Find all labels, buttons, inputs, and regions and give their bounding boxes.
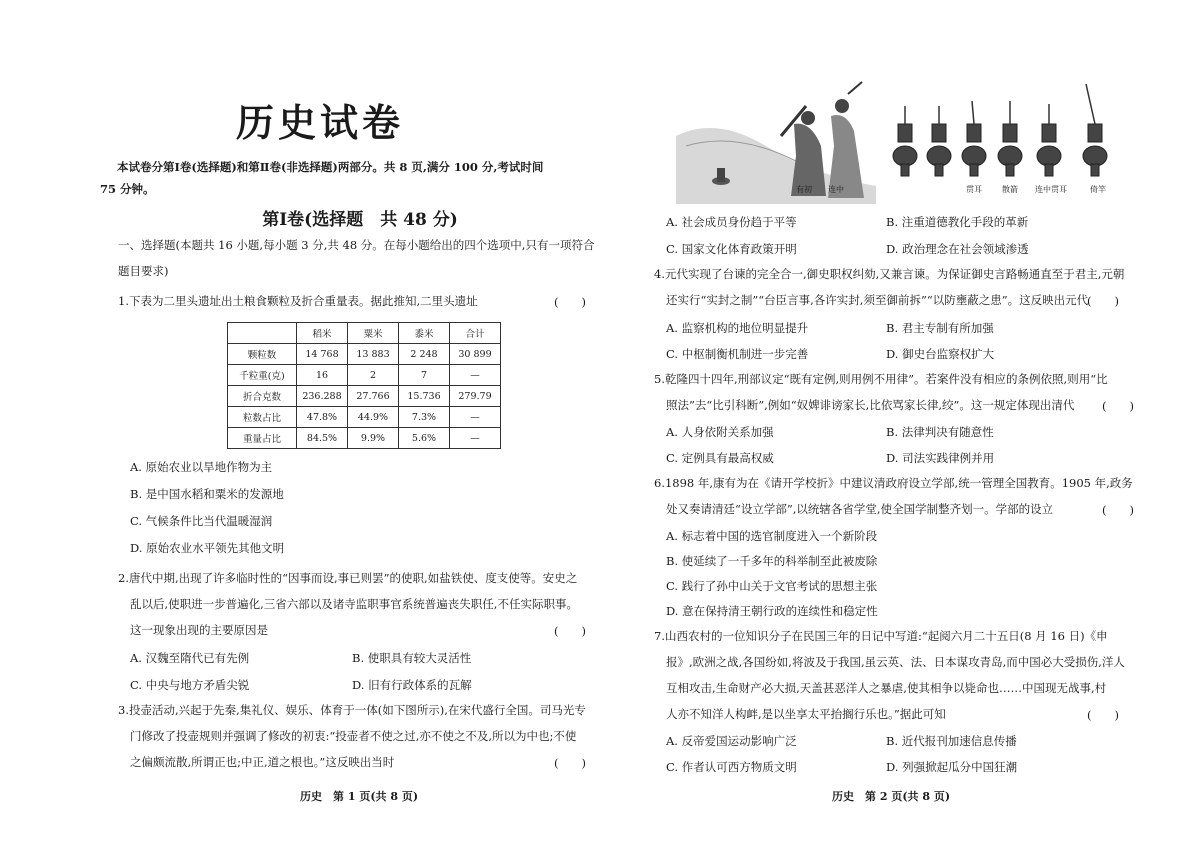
q4-option-d[interactable]: D. 御史台监察权扩大 [886, 347, 995, 361]
q5-option-b[interactable]: B. 法律判决有随意性 [886, 425, 994, 439]
table-row [228, 344, 501, 365]
q6-option-d[interactable]: D. 意在保持清王朝行政的连续性和稳定性 [666, 604, 878, 618]
q5-option-c[interactable]: C. 定例具有最高权威 [666, 451, 774, 465]
table-cell: 7.3% [399, 407, 450, 428]
q2-stem: 2.唐代中期,出现了许多临时性的“因事而设,事已则罢”的使职,如盐铁使、度支使等。安史之 [118, 571, 578, 585]
q5-option-a[interactable]: A. 人身依附关系加强 [666, 425, 774, 439]
table-header [228, 323, 297, 344]
part-instruction: 一、选择题(本题共 16 小题,每小题 3 分,共 48 分。在每小题给出的四个选项中,只有一项符合 [118, 238, 595, 252]
q6-option-c[interactable]: C. 践行了孙中山关于文官考试的思想主张 [666, 579, 878, 593]
page-footer: 历史 第 1 页(共 8 页) [300, 790, 419, 803]
q4-stem: 4.元代实现了台谏的完全合一,御史职权纠劾,又兼言谏。为保证御史言路畅通直至于君主,元朝 [654, 267, 1125, 281]
table-header: 黍米 [399, 323, 450, 344]
table-cell: — [450, 428, 501, 449]
table-row [228, 407, 501, 428]
answer-paren: ( ) [1102, 399, 1134, 413]
answer-paren: ( ) [1102, 503, 1134, 517]
table-cell: 5.6% [399, 428, 450, 449]
q2-option-d[interactable]: D. 旧有行政体系的瓦解 [352, 678, 472, 692]
q6-option-a[interactable]: A. 标志着中国的选官制度进入一个新阶段 [666, 529, 878, 543]
q7-stem: 7.山西农村的一位知识分子在民国三年的日记中写道:“起阅六月二十五日(8 月 16 日)《申 [654, 629, 1108, 643]
pic-label: 连中贯耳 [1035, 185, 1067, 194]
table-cell: 279.79 [450, 386, 501, 407]
q2-option-c[interactable]: C. 中央与地方矛盾尖锐 [130, 678, 250, 692]
q3-stem: 3.投壶活动,兴起于先秦,集礼仪、娱乐、体育于一体(如下图所示),在宋代盛行全国。司马光专 [118, 703, 586, 717]
page-footer: 历史 第 2 页(共 8 页) [832, 790, 951, 803]
intro-line: 75 分钟。 [100, 182, 155, 196]
table-cell: 27.766 [348, 386, 399, 407]
table-cell: 重量占比 [228, 428, 297, 449]
part-instruction: 题目要求) [118, 264, 169, 278]
page-2 [600, 0, 1200, 849]
pic-label: 散箭 [1002, 185, 1018, 194]
answer-paren: ( ) [1087, 708, 1119, 722]
q3-option-b[interactable]: B. 注重道德教化手段的革新 [886, 215, 1029, 229]
q4-option-a[interactable]: A. 监察机构的地位明显提升 [666, 321, 809, 335]
section-title: 第Ⅰ卷(选择题 共 48 分) [262, 210, 458, 230]
q2-option-a[interactable]: A. 汉魏至隋代已有先例 [130, 651, 250, 665]
table-cell: 16 [297, 365, 348, 386]
table-row [228, 386, 501, 407]
q1-option-d[interactable]: D. 原始农业水平领先其他文明 [130, 541, 285, 555]
table-row [228, 365, 501, 386]
answer-paren: ( ) [554, 624, 586, 638]
q3-option-d[interactable]: D. 政治理念在社会领域渗透 [886, 242, 1029, 256]
table-row [228, 428, 501, 449]
table-cell: 2 248 [399, 344, 450, 365]
table-cell: 47.8% [297, 407, 348, 428]
q7-stem: 人亦不知洋人构衅,是以坐享太平抬搁行乐也。”据此可知 [666, 707, 946, 721]
table-cell: 30 899 [450, 344, 501, 365]
q2-stem: 乱以后,使职进一步普遍化,三省六部以及诸寺监职事官系统普遍丧失职任,不任实际职事。 [130, 597, 578, 611]
q3-stem: 门修改了投壶规则并强调了修改的初衷:“投壶者不使之过,亦不使之不及,所以为中也;不使 [130, 729, 577, 743]
grain-table [227, 322, 501, 449]
q3-option-a[interactable]: A. 社会成员身份趋于平等 [666, 215, 797, 229]
table-cell: 44.9% [348, 407, 399, 428]
answer-paren: ( ) [1087, 294, 1119, 308]
q6-stem: 6.1898 年,康有为在《请开学校折》中建议清政府设立学部,统一管理全国教育。1905 年,政务 [654, 476, 1133, 490]
q6-option-b[interactable]: B. 使延续了一千多年的科举制至此被废除 [666, 554, 878, 568]
q3-stem: 之偏颇流散,所谓正也;中正,道之根也。”这反映出当时 [130, 755, 395, 769]
intro-line: 本试卷分第Ⅰ卷(选择题)和第Ⅱ卷(非选择题)两部分。共 8 页,满分 100 分,考试时间 [117, 160, 544, 174]
q1-option-b[interactable]: B. 是中国水稻和粟米的发源地 [130, 487, 284, 501]
q5-option-d[interactable]: D. 司法实践律例并用 [886, 451, 995, 465]
table-cell: 84.5% [297, 428, 348, 449]
q2-option-b[interactable]: B. 使职具有较大灵活性 [352, 651, 472, 665]
q7-option-c[interactable]: C. 作者认可西方物质文明 [666, 760, 797, 774]
q7-option-b[interactable]: B. 近代报刊加速信息传播 [886, 734, 1017, 748]
table-cell: 236.288 [297, 386, 348, 407]
q5-stem: 照法”去“比引科断”,例如“奴婢诽谤家长,比依骂家长律,绞”。这一规定体现出清代 [666, 398, 1075, 412]
table-cell: 13 883 [348, 344, 399, 365]
table-cell: 粒数占比 [228, 407, 297, 428]
table-header: 粟米 [348, 323, 399, 344]
q4-option-c[interactable]: C. 中枢制衡机制进一步完善 [666, 347, 809, 361]
q2-stem: 这一现象出现的主要原因是 [130, 623, 268, 637]
table-cell: 14 768 [297, 344, 348, 365]
table-cell: 折合克数 [228, 386, 297, 407]
pic-label: 有初 [796, 185, 812, 194]
pic-label: 连中 [828, 185, 844, 194]
q1-stem: 1.下表为二里头遗址出土粮食颗粒及折合重量表。据此推知,二里头遗址 [118, 294, 478, 308]
table-cell: 2 [348, 365, 399, 386]
table-cell: — [450, 407, 501, 428]
table-cell: 7 [399, 365, 450, 386]
q1-option-a[interactable]: A. 原始农业以旱地作物为主 [130, 460, 273, 474]
answer-paren: ( ) [554, 295, 586, 309]
q4-stem: 还实行“实封之制”“台臣言事,各许实封,须至御前拆”“以防壅蔽之患”。这反映出元代 [666, 293, 1089, 307]
table-cell: 颗粒数 [228, 344, 297, 365]
table-header-row [228, 323, 501, 344]
q1-option-c[interactable]: C. 气候条件比当代温暖湿润 [130, 514, 273, 528]
q3-option-c[interactable]: C. 国家文化体育政策开明 [666, 242, 797, 256]
table-header: 稻米 [297, 323, 348, 344]
table-header: 合计 [450, 323, 501, 344]
exam-title: 历史试卷 [235, 100, 404, 145]
exam-intro [100, 156, 597, 200]
pic-label: 倚竿 [1090, 185, 1106, 194]
answer-paren: ( ) [554, 756, 586, 770]
table-cell: 千粒重(克) [228, 365, 297, 386]
q7-stem: 报》,欧洲之战,各国纷如,将波及于我国,虽云英、法、日本谋攻青岛,而中国必大受损伤,洋人 [666, 655, 1125, 669]
table-cell: 9.9% [348, 428, 399, 449]
q5-stem: 5.乾隆四十四年,刑部议定“既有定例,则用例不用律”。若案件没有相应的条例依照,则用“比 [654, 372, 1108, 386]
q7-option-d[interactable]: D. 列强掀起瓜分中国狂潮 [886, 760, 1018, 774]
table-cell: — [450, 365, 501, 386]
q7-option-a[interactable]: A. 反帝爱国运动影响广泛 [666, 734, 797, 748]
q6-stem: 处又奏请清廷“设立学部”,以统辖各省学堂,使全国学制整齐划一。学部的设立 [666, 502, 1054, 516]
pic-label: 贯耳 [966, 185, 982, 194]
q4-option-b[interactable]: B. 君主专制有所加强 [886, 321, 994, 335]
q7-stem: 互相攻击,生命财产必大损,天盖甚恶洋人之暴虐,使其相争以毙命也……中国现无战事,村 [666, 681, 1107, 695]
table-cell: 15.736 [399, 386, 450, 407]
